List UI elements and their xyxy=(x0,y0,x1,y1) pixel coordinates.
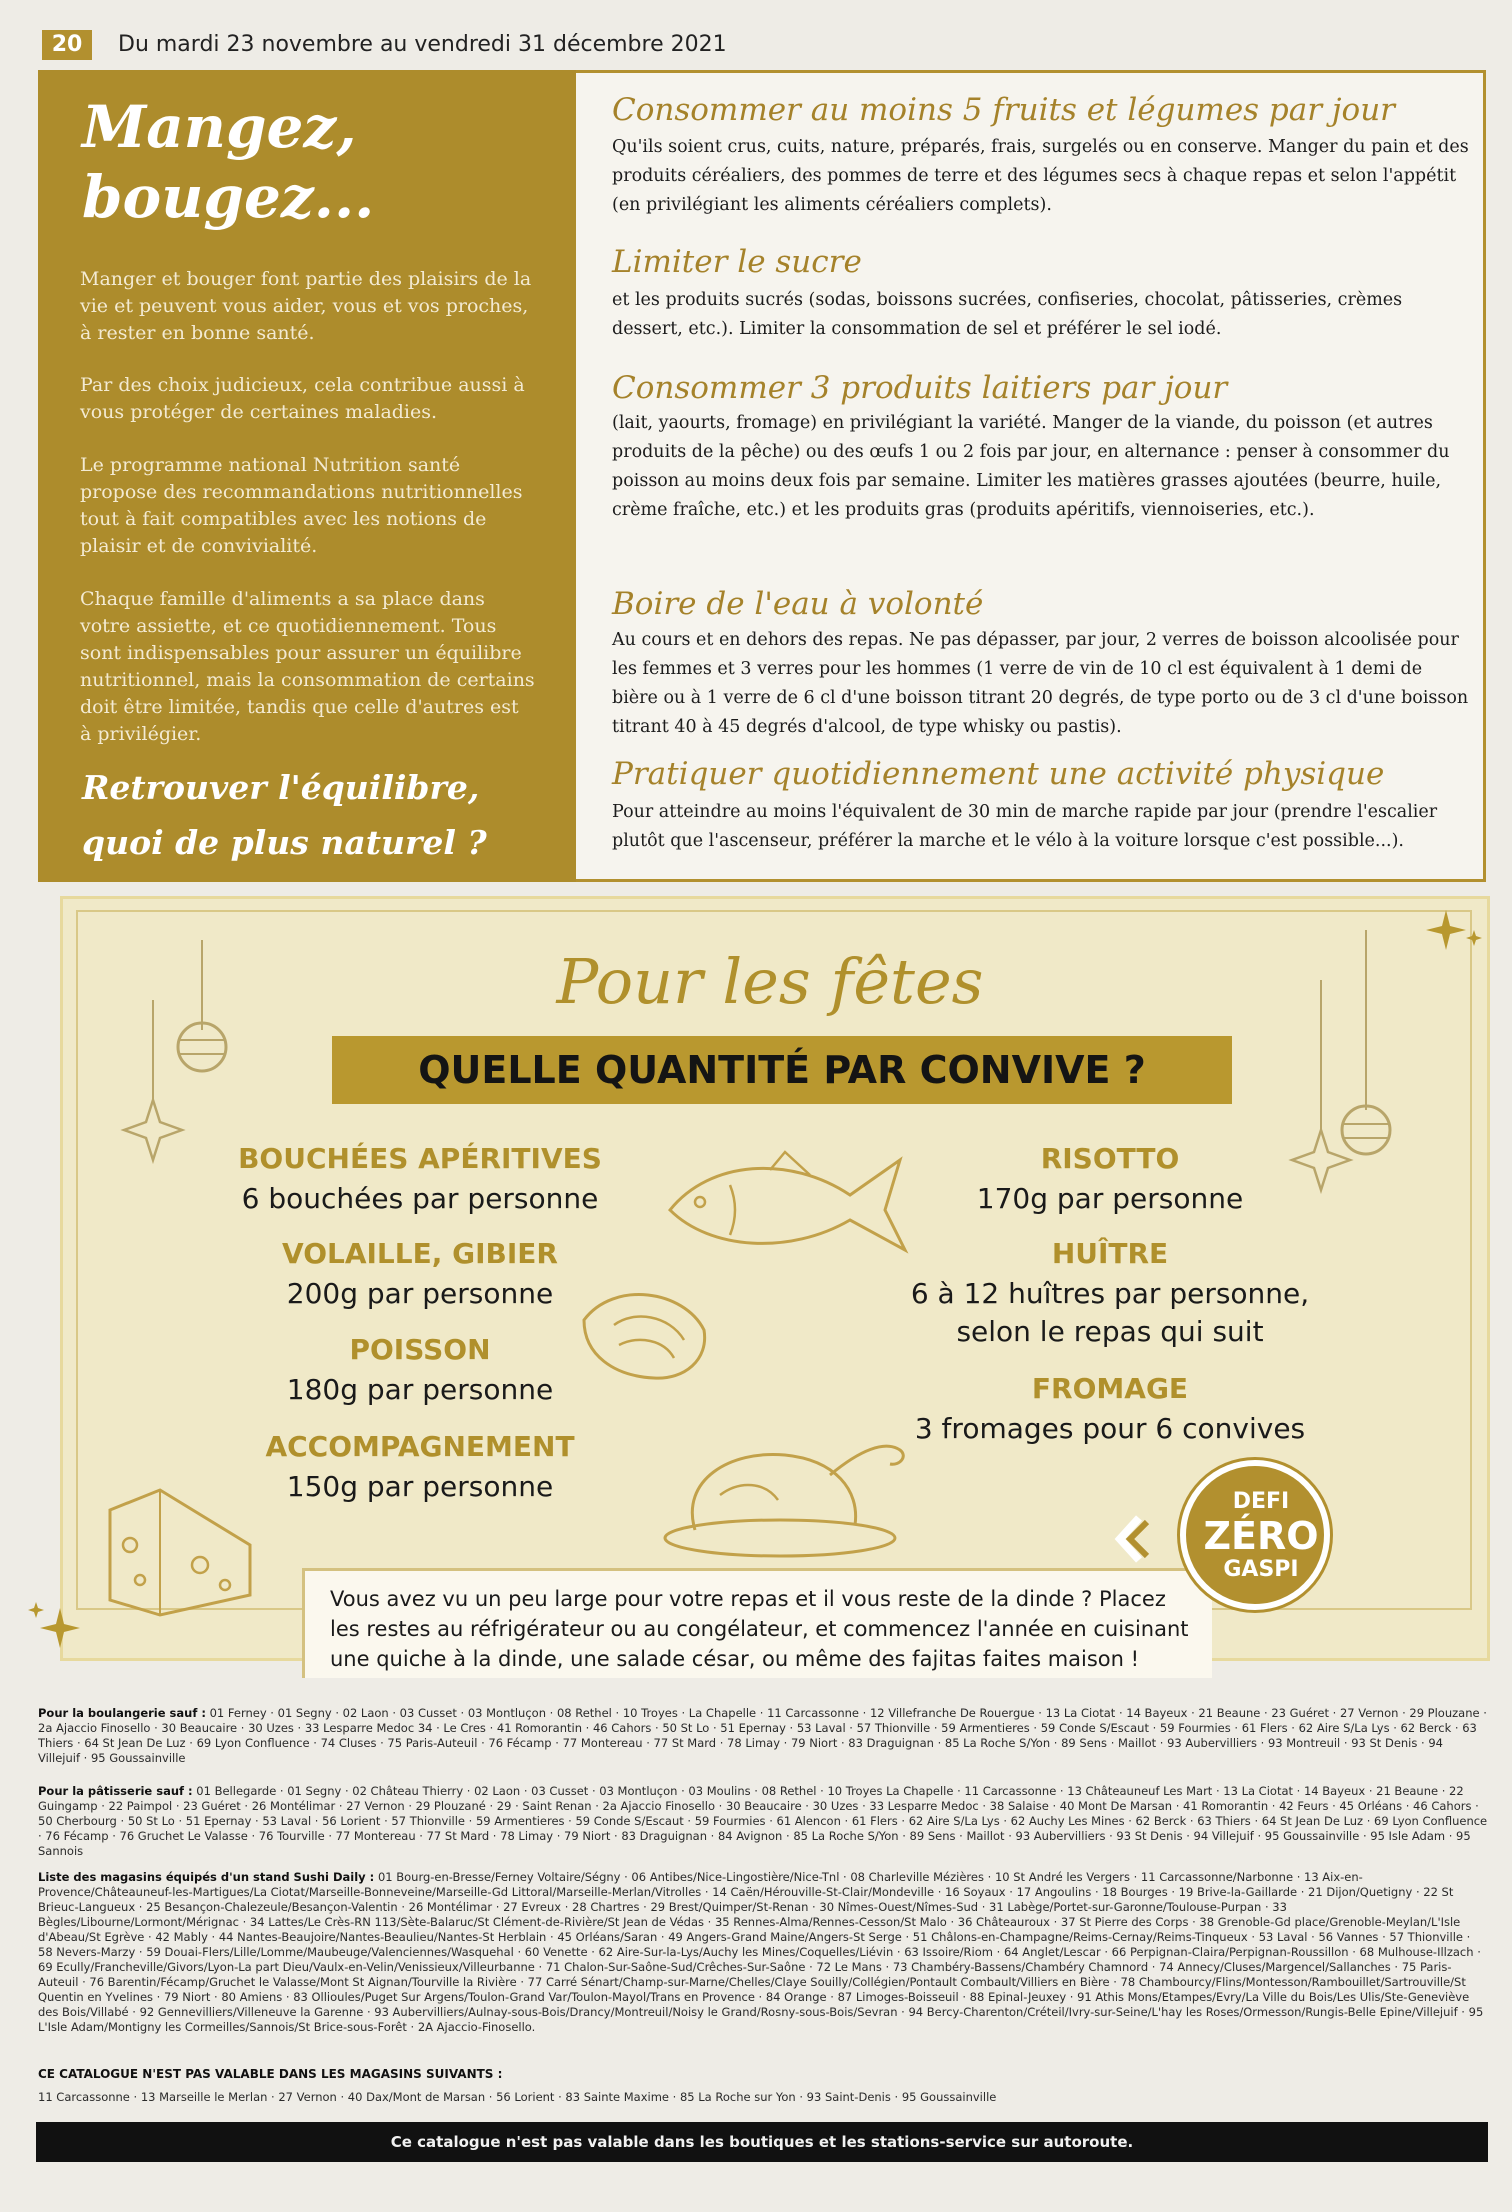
not-valid-list: 11 Carcassonne · 13 Marseille le Merlan · 27 Vernon · 40 Dax/Mont de Marsan · 56 Lorient · 83 Sainte Maxime · 85 La Roche sur Yon · 93 Saint-Denis · 95 Goussainville xyxy=(38,2090,997,2104)
label-bouchees: BOUCHÉES APÉRITIVES xyxy=(238,1142,602,1175)
gold-panel-title xyxy=(82,92,562,232)
closing-line-2: quoi de plus naturel ? xyxy=(82,823,487,862)
section-heading-sucre: Limiter le sucre xyxy=(612,244,862,280)
boulangerie-label: Pour la boulangerie sauf : xyxy=(38,1706,206,1720)
section-body-sucre: et les produits sucrés (sodas, boissons sucrées, confiseries, chocolat, pâtisseries, crèmes dessert, etc.). Limiter la consommation de sel et préférer le sel iodé. xyxy=(612,290,1403,339)
gold-paragraph-2: Par des choix judicieux, cela contribue aussi à vous protéger de certaines maladies. xyxy=(80,374,525,423)
title-line-1: Mangez, xyxy=(82,93,357,161)
label-accompagnement: ACCOMPAGNEMENT xyxy=(265,1430,575,1463)
sparkle-top-right-icon xyxy=(1416,910,1486,960)
patisserie-label: Pour la pâtisserie sauf : xyxy=(38,1784,193,1798)
value-accompagnement: 150g par personne xyxy=(286,1470,554,1503)
title-line-2: bougez... xyxy=(82,163,375,231)
section-heading-activite: Pratiquer quotidiennement une activité physique xyxy=(612,756,1385,792)
sushi-daily-stores xyxy=(38,1870,1488,2056)
value-huitre: 6 à 12 huîtres par personne, selon le repas qui suit xyxy=(910,1277,1310,1348)
section-body-laitiers: (lait, yaourts, fromage) en privilégiant la variété. Manger de la viande, du poisson (et autres produits de la pêche) ou des œufs 1 ou 2 fois par jour, en alternance : penser à consommer du poisson au moins deux fois par semaine. Limiter les matières grasses ajoutées (beurre, huile, crème fraîche, etc.) et les produits gras (produits apéritifs, viennoiseries, etc.). xyxy=(612,413,1450,520)
page-number: 20 xyxy=(42,30,92,60)
value-volaille: 200g par personne xyxy=(286,1277,554,1310)
gold-paragraph-1: Manger et bouger font partie des plaisirs de la vie et peuvent vous aider, vous et vos proches, à rester en bonne santé. xyxy=(80,268,532,344)
value-risotto: 170g par personne xyxy=(976,1182,1244,1215)
section-heading-fruits: Consommer au moins 5 fruits et légumes par jour xyxy=(612,92,1395,128)
value-poisson: 180g par personne xyxy=(286,1373,554,1406)
badge-line-2: ZÉRO xyxy=(1203,1514,1319,1558)
gold-paragraph-4: Chaque famille d'aliments a sa place dans votre assiette, et ce quotidiennement. Tous sont indispensables pour assurer un équilibre nutritionnel, mais la consommation de certains doit être limitée, tandis que celle d'autres est à privilégier. xyxy=(80,588,535,745)
carrefour-logo-icon xyxy=(1114,1514,1164,1564)
gold-panel-closing xyxy=(82,760,552,870)
section-body-fruits: Qu'ils soient crus, cuits, nature, préparés, frais, surgelés ou en conserve. Manger du pain et des produits céréaliers, des pommes de terre et des légumes secs à chaque repas et selon l'appétit (en privilégiant les aliments céréaliers complets). xyxy=(612,137,1469,215)
star-left-icon xyxy=(118,1000,188,1170)
quantity-banner-title: QUELLE QUANTITÉ PAR CONVIVE ? xyxy=(418,1048,1146,1092)
closing-line-1: Retrouver l'équilibre, xyxy=(82,768,480,807)
section-heading-eau: Boire de l'eau à volonté xyxy=(612,586,984,622)
value-bouchees: 6 bouchées par personne xyxy=(241,1182,599,1215)
footer-bar: Ce catalogue n'est pas valable dans les boutiques et les stations-service sur autoroute. xyxy=(36,2122,1488,2162)
fetes-script-title: Pour les fêtes xyxy=(556,945,984,1018)
patisserie-exceptions xyxy=(38,1784,1488,1862)
value-fromage: 3 fromages pour 6 convives xyxy=(914,1412,1306,1445)
sushi-label: Liste des magasins équipés d'un stand Sushi Daily : xyxy=(38,1870,375,1884)
sushi-list: 01 Bourg-en-Bresse/Ferney Voltaire/Ségny · 06 Antibes/Nice-Lingostière/Nice-Tnl · 08 Charleville Mézières · 10 St André les Vergers · 11 Carcassonne/Narbonne · 13 Aix-en-Provence/Châteauneuf-les-Martigues/La Ciotat/Marseille-Bonneveine/Marseille-Gd Littoral/Marseille-Merlan/Vitrolles · 14 Caën/Hérouville-St-Clair/Mondeville · 16 Soyaux · 17 Angoulins · 18 Bourges · 19 Brive-la-Gaillarde · 21 Dijon/Quetigny · 22 St Brieuc-Langueux · 25 Besançon-Chalezeule/Besançon-Valentin · 26 Montélimar · 27 Evreux · 28 Chartres · 29 Brest/Quimper/St-Renan · 30 Nîmes-Ouest/Nîmes-Sud · 31 Labège/Portet-sur-Garonne/Toulouse-Purpan · 33 Bègles/Libourne/Lormont/Mérignac · 34 Lattes/Le Crès-RN 113/Sète-Balaruc/St Clément-de-Rivière/St Jean de Védas · 35 Rennes-Alma/Rennes-Cesson/St Malo · 36 Châteauroux · 37 St Pierre des Corps · 38 Grenoble-Gd place/Grenoble-Meylan/L'Isle d'Abeau/St Egrève · 42 Mably · 44 Nantes-Beaujoire/Nantes-Beaulieu/Nantes-St Herblain · 45 Orléans/Saran · 49 Angers-Grand Maine/Angers-St Serge · 51 Châlons-en-Champagne/Reims-Cernay/Reims-Tinqueux · 53 Laval · 56 Vannes · 57 Thionville · 58 Nevers-Marzy · 59 Douai-Flers/Lille/Lomme/Maubeuge/Valenciennes/Wasquehal · 60 Venette · 62 Aire-Sur-la-Lys/Auchy les Mines/Coquelles/Liévin · 63 Issoire/Riom · 64 Anglet/Lescar · 66 Perpignan-Claira/Perpignan-Roussillon · 68 Mulhouse-Illzach · 69 Ecully/Francheville/Givors/Lyon-La part Dieu/Vaulx-en-Velin/Venissieux/Villeurbanne · 71 Chalon-Sur-Saône-Sud/Crêches-Sur-Saône · 72 Le Mans · 73 Chambéry-Bassens/Chambéry Chamnord · 74 Annecy/Cluses/Margencel/Sallanches · 75 Paris-Auteuil · 76 Barentin/Fécamp/Gruchet le Valasse/Mont St Aignan/Tourville la Rivière · 77 Carré Sénart/Champ-sur-Marne/Chelles/Claye Souilly/Collégien/Pontault Combault/Villiers en Bière · 78 Chambourcy/Flins/Montesson/Rambouillet/Sartrouville/St Quentin en Yvelines · 79 Niort · 80 Amiens · 83 Ollioules/Puget Sur Argens/Toulon-Grand Var/Toulon-Mayol/Trans en Provence · 84 Orange · 87 Limoges-Boisseuil · 88 Epinal-Jeuxey · 91 Athis Mons/Etampes/Evry/La Ville du Bois/Les Ulis/Ste-Geneviève des Bois/Villabé · 92 Gennevilliers/Villeneuve la Garenne · 93 Aubervilliers/Aulnay-sous-Bois/Drancy/Montreuil/Noisy le Grand/Rosny-sous-Bois/Sevran · 94 Bercy-Charenton/Créteil/Ivry-sur-Seine/L'hay les Roses/Ormesson/Rungis-Belle Epine/Villejuif · 95 L'Isle Adam/Montigny les Cormeilles/Sannois/St Brice-sous-Forêt · 2A Ajaccio-Finosello. xyxy=(38,1870,1484,2034)
sparkle-bottom-left-icon xyxy=(26,1600,96,1660)
section-body-activite: Pour atteindre au moins l'équivalent de 30 min de marche rapide par jour (prendre l'escalier plutôt que l'ascenseur, préférer la marche et le vélo à la voiture lorsque c'est possible...). xyxy=(612,802,1438,851)
boulangerie-list: 01 Ferney · 01 Segny · 02 Laon · 03 Cusset · 03 Montluçon · 08 Rethel · 10 Troyes · La Chapelle · 11 Carcassonne · 12 Villefranche De Rouergue · 13 La Ciotat · 14 Bayeux · 21 Beaune · 23 Guéret · 27 Vernon · 29 Plouzane · 2a Ajaccio Finosello · 30 Beaucaire · 30 Uzes · 33 Lesparre Medoc 34 · Le Cres · 41 Romorantin · 46 Cahors · 50 St Lo · 51 Epernay · 53 Laval · 57 Thionville · 59 Armentieres · 59 Conde S/Escaut · 59 Fourmies · 61 Flers · 62 Aire S/La Lys · 62 Berck · 63 Thiers · 64 St Jean De Luz · 69 Lyon Confluence · 74 Cluses · 75 Paris-Auteuil · 76 Fécamp · 77 Montereau · 77 St Mard · 78 Limay · 79 Niort · 83 Draguignan · 85 La Roche S/Yon · 89 Sens · Maillot · 93 Aubervilliers · 93 Montreuil · 93 St Denis · 94 Villejuif · 95 Goussainville xyxy=(38,1706,1487,1765)
badge-line-1: DEFI xyxy=(1232,1489,1290,1514)
label-huitre: HUÎTRE xyxy=(1051,1237,1169,1270)
section-body-eau: Au cours et en dehors des repas. Ne pas dépasser, par jour, 2 verres de boisson alcoolisée pour les femmes et 3 verres pour les hommes (1 verre de vin de 10 cl est équivalent à 1 demi de bière ou à 1 verre de 6 cl d'une boisson titrant 20 degrés, de type porto ou de 3 cl d'une boisson titrant 40 à 45 degrés d'alcool, de type whisky ou pastis). xyxy=(612,630,1469,737)
label-volaille: VOLAILLE, GIBIER xyxy=(282,1237,558,1270)
tip-text: Vous avez vu un peu large pour votre repas et il vous reste de la dinde ? Placez les restes au réfrigérateur ou au congélateur, et commencez l'année en cuisinant une quiche à la dinde, une salade césar, ou même des fajitas faites maison ! xyxy=(330,1587,1189,1671)
label-poisson: POISSON xyxy=(349,1333,491,1366)
label-risotto: RISOTTO xyxy=(1040,1142,1180,1175)
date-range: Du mardi 23 novembre au vendredi 31 décembre 2021 xyxy=(118,32,727,57)
not-valid-heading: CE CATALOGUE N'EST PAS VALABLE DANS LES MAGASINS SUIVANTS : xyxy=(38,2067,503,2081)
patisserie-list: 01 Bellegarde · 01 Segny · 02 Château Thierry · 02 Laon · 03 Cusset · 03 Montluçon · 03 Moulins · 08 Rethel · 10 Troyes La Chapelle · 11 Carcassonne · 13 Châteauneuf Les Mart · 13 La Ciotat · 14 Bayeux · 21 Beaune · 22 Guingamp · 22 Paimpol · 23 Guéret · 26 Montélimar · 27 Vernon · 29 Plouzané · 29 · Saint Renan · 2a Ajaccio Finosello · 30 Beaucaire · 30 Uzes · 33 Lesparre Medoc · 38 Salaise · 40 Mont De Marsan · 41 Romorantin · 42 Feurs · 45 Orléans · 46 Cahors · 50 Cherbourg · 50 St Lo · 51 Epernay · 53 Laval · 56 Lorient · 57 Thionville · 59 Armentieres · 59 Conde S/Escaut · 59 Fourmies · 61 Alencon · 61 Flers · 62 Aire S/La Lys · 62 Auchy Les Mines · 62 Berck · 63 Thiers · 64 St Jean De Luz · 69 Lyon Confluence · 76 Fécamp · 76 Gruchet Le Valasse · 76 Tourville · 77 Montereau · 77 St Mard · 78 Limay · 79 Niort · 83 Draguignan · 84 Avignon · 85 La Roche S/Yon · 89 Sens · Maillot · 93 Aubervilliers · 93 St Denis · 94 Villejuif · 95 Goussainville · 95 Isle Adam · 95 Sannois xyxy=(38,1784,1488,1858)
section-heading-laitiers: Consommer 3 produits laitiers par jour xyxy=(612,370,1228,406)
badge-line-3: GASPI xyxy=(1223,1557,1299,1582)
cheese-icon xyxy=(100,1490,260,1620)
gold-paragraph-3: Le programme national Nutrition santé propose des recommandations nutritionnelles tout à fait compatibles avec les notions de plaisir et de convivialité. xyxy=(80,454,523,557)
label-fromage: FROMAGE xyxy=(1031,1372,1189,1405)
boulangerie-exceptions xyxy=(38,1706,1488,1782)
